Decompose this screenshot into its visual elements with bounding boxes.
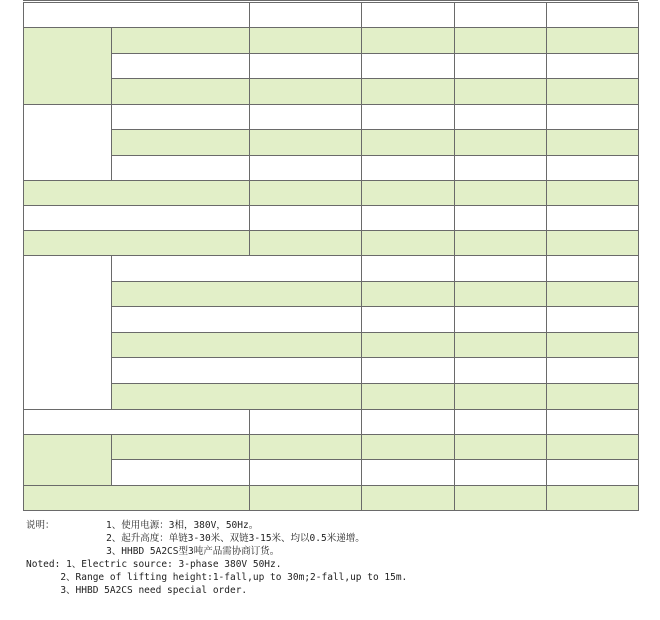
value-cell	[362, 79, 455, 105]
value-cell	[362, 383, 455, 409]
spec-table	[23, 2, 639, 511]
value-cell	[362, 28, 455, 54]
value-cell	[455, 434, 547, 460]
value-cell	[362, 256, 455, 282]
value-cell	[362, 307, 455, 333]
value-cell	[547, 104, 639, 130]
row-label	[112, 434, 250, 460]
value-cell	[455, 383, 547, 409]
value-cell	[547, 231, 639, 256]
row-label	[112, 104, 250, 130]
table-row	[24, 53, 639, 79]
value-cell	[455, 155, 547, 181]
unit-cell	[250, 409, 362, 434]
table-row	[24, 256, 639, 282]
value-cell	[547, 79, 639, 105]
value-cell	[455, 409, 547, 434]
table-row	[24, 181, 639, 206]
table-row	[24, 409, 639, 434]
value-cell	[547, 485, 639, 510]
notes-en-line-1: Noted: 1、Electric source: 3-phase 380V 50Hz.	[26, 559, 282, 570]
value-cell	[547, 256, 639, 282]
value-cell	[547, 53, 639, 79]
row-label	[24, 206, 250, 231]
value-cell	[455, 28, 547, 54]
dimension-label	[112, 383, 362, 409]
unit-cell	[250, 181, 362, 206]
table-row	[24, 3, 639, 28]
value-cell	[455, 206, 547, 231]
dimension-label	[112, 358, 362, 384]
group-label-en-line	[27, 326, 108, 339]
row-label	[24, 3, 250, 28]
unit-cell	[250, 231, 362, 256]
table-row	[24, 206, 639, 231]
table-row	[24, 307, 639, 333]
value-cell	[547, 460, 639, 486]
unit-cell	[250, 28, 362, 54]
row-label	[112, 460, 250, 486]
value-cell	[362, 460, 455, 486]
unit-cell	[250, 485, 362, 510]
value-cell	[455, 231, 547, 256]
value-cell	[455, 79, 547, 105]
value-cell	[455, 130, 547, 156]
row-label	[112, 53, 250, 79]
value-cell	[362, 181, 455, 206]
value-cell	[362, 281, 455, 307]
value-cell	[547, 130, 639, 156]
notes-cn-line-3: 3、HHBD 5A2CS型3吨产品需协商订货。	[106, 546, 280, 557]
row-label	[24, 409, 250, 434]
unit-cell	[250, 206, 362, 231]
table-row	[24, 79, 639, 105]
value-cell	[362, 358, 455, 384]
notes	[26, 519, 407, 597]
unit-cell	[250, 53, 362, 79]
unit-cell	[250, 130, 362, 156]
value-cell	[455, 104, 547, 130]
table-row	[24, 434, 639, 460]
row-label	[24, 485, 250, 510]
value-cell	[455, 307, 547, 333]
value-cell	[455, 256, 547, 282]
table-row	[24, 28, 639, 54]
value-cell	[455, 485, 547, 510]
value-cell	[547, 409, 639, 434]
table-row	[24, 281, 639, 307]
unit-cell	[250, 460, 362, 486]
value-cell	[547, 358, 639, 384]
value-cell	[455, 332, 547, 358]
value-cell	[362, 130, 455, 156]
table-row	[24, 485, 639, 510]
value-cell	[362, 155, 455, 181]
notes-en-line-2: 2、Range of lifting height:1-fall,up to 30m;2-fall,up to 15m.	[60, 572, 408, 583]
row-label	[24, 181, 250, 206]
dimension-label	[112, 256, 362, 282]
value-cell	[362, 231, 455, 256]
value-cell	[455, 358, 547, 384]
value-cell	[362, 332, 455, 358]
notes-en-title: Noted:	[26, 559, 61, 570]
row-label	[112, 155, 250, 181]
value-cell	[547, 281, 639, 307]
table-row	[24, 155, 639, 181]
lifting-motor-label	[24, 28, 112, 105]
dimensions-label	[24, 256, 112, 410]
dimension-label	[112, 281, 362, 307]
table-row	[24, 332, 639, 358]
load-chain-label	[24, 434, 112, 485]
value-cell	[455, 181, 547, 206]
notes-en-line-3: 3、HHBD 5A2CS need special order.	[60, 585, 248, 596]
value-cell	[547, 155, 639, 181]
value-cell	[547, 383, 639, 409]
notes-cn-title: 说明：	[26, 520, 55, 531]
table-row	[24, 231, 639, 256]
value-cell	[455, 53, 547, 79]
value-cell	[547, 434, 639, 460]
notes-cn-line-2: 2、起升高度：单链3-30米、双链3-15米、均以0.5米递增。	[106, 533, 365, 544]
value-cell	[547, 332, 639, 358]
row-label	[24, 231, 250, 256]
row-label	[112, 79, 250, 105]
value-cell	[362, 3, 455, 28]
value-cell	[547, 307, 639, 333]
value-cell	[547, 28, 639, 54]
unit-cell	[250, 79, 362, 105]
dimension-label	[112, 307, 362, 333]
unit-cell	[250, 434, 362, 460]
value-cell	[455, 3, 547, 28]
unit-cell	[250, 3, 362, 28]
value-cell	[362, 485, 455, 510]
value-cell	[362, 434, 455, 460]
value-cell	[547, 3, 639, 28]
value-cell	[455, 460, 547, 486]
value-cell	[547, 206, 639, 231]
value-cell	[362, 104, 455, 130]
value-cell	[547, 181, 639, 206]
table-row	[24, 460, 639, 486]
traveling-motor-label	[24, 104, 112, 181]
unit-cell	[250, 104, 362, 130]
row-label	[112, 130, 250, 156]
row-label	[112, 28, 250, 54]
unit-cell	[250, 155, 362, 181]
value-cell	[362, 409, 455, 434]
value-cell	[455, 281, 547, 307]
table-row	[24, 358, 639, 384]
value-cell	[362, 53, 455, 79]
table-row	[24, 130, 639, 156]
notes-cn-line-1: 说明： 1、使用电源：3相，380V，50Hz。	[26, 520, 259, 531]
table-row	[24, 104, 639, 130]
value-cell	[362, 206, 455, 231]
table-row	[24, 383, 639, 409]
dimension-label	[112, 332, 362, 358]
